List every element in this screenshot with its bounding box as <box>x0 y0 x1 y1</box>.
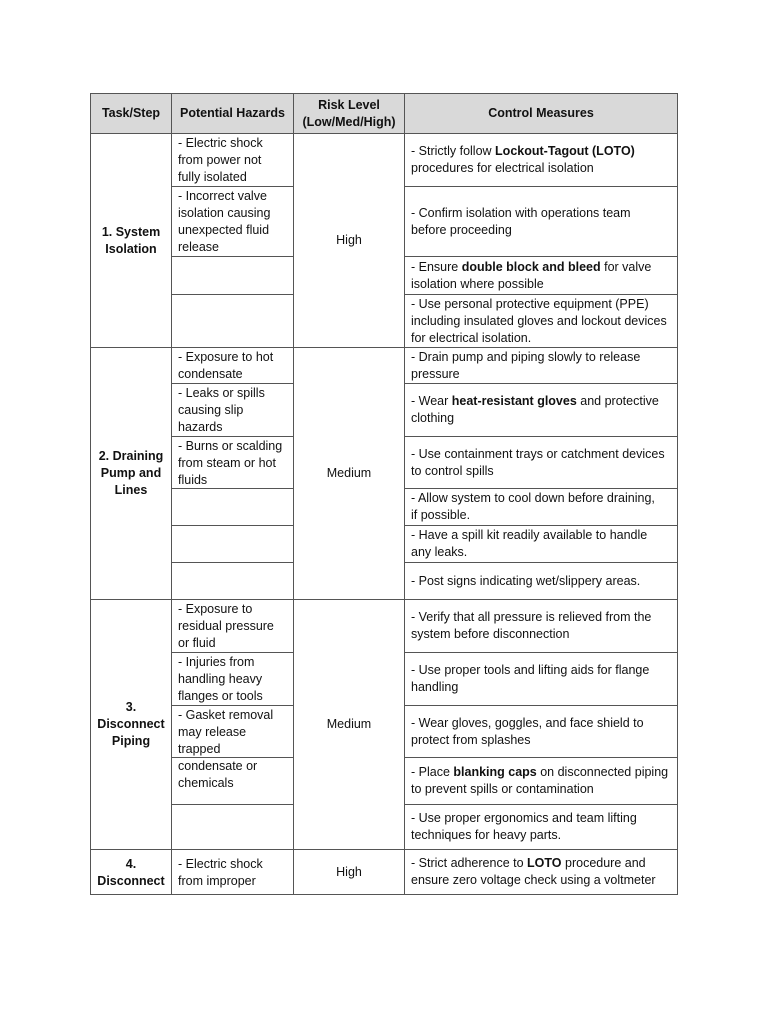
control-measure-cell: - Ensure double block and bleed for valve isolation where possible <box>405 257 678 295</box>
header-task: Task/Step <box>90 93 172 134</box>
control-measure-cell: - Wear gloves, goggles, and face shield to protect from splashes <box>405 706 678 758</box>
task-cell: 2. Draining Pump and Lines <box>90 348 172 600</box>
risk-level-cell: High <box>294 134 405 348</box>
hazard-cell-empty <box>172 563 294 600</box>
control-measure-cell: - Drain pump and piping slowly to release pressure <box>405 348 678 384</box>
header-potential-hazards: Potential Hazards <box>172 93 294 134</box>
hazard-cell-empty <box>172 758 294 805</box>
task-cell: 3. Disconnect Piping <box>90 600 172 850</box>
hazard-cell: - Electric shock from power not fully isolated <box>172 134 294 187</box>
risk-level-cell: Medium <box>294 348 405 600</box>
hazard-cell: - Incorrect valve isolation causing unexpected fluid release <box>172 187 294 257</box>
hazard-cell: - Gasket removal may release trapped condensate or chemicals <box>172 706 294 758</box>
control-measure-cell: - Confirm isolation with operations team before proceeding <box>405 187 678 257</box>
hazard-cell-empty <box>172 526 294 563</box>
hazard-cell: - Burns or scalding from steam or hot fluids <box>172 437 294 489</box>
hazard-cell-empty <box>172 295 294 348</box>
task-cell: 1. System Isolation <box>90 134 172 348</box>
control-measure-cell: - Post signs indicating wet/slippery areas. <box>405 563 678 600</box>
risk-level-cell: High <box>294 850 405 895</box>
control-measure-cell: - Use containment trays or catchment devices to control spills <box>405 437 678 489</box>
control-measure-cell: - Strictly follow Lockout-Tagout (LOTO) procedures for electrical isolation <box>405 134 678 187</box>
risk-level-cell: Medium <box>294 600 405 850</box>
control-measure-cell: - Use personal protective equipment (PPE) including insulated gloves and lockout devices for electrical isolation. <box>405 295 678 348</box>
hazard-cell: - Exposure to hot condensate <box>172 348 294 384</box>
control-measure-cell: - Place blanking caps on disconnected piping to prevent spills or contamination <box>405 758 678 805</box>
hazard-cell: - Leaks or spills causing slip hazards <box>172 384 294 437</box>
hazard-cell: - Electric shock from improper <box>172 850 294 895</box>
task-cell: 4. Disconnect <box>90 850 172 895</box>
hazard-cell: - Exposure to residual pressure or fluid <box>172 600 294 653</box>
hazard-control-table <box>90 93 678 929</box>
hazard-cell-empty <box>172 489 294 526</box>
control-measure-cell: - Strict adherence to LOTO procedure and ensure zero voltage check using a voltmeter <box>405 850 678 895</box>
control-measure-cell: - Use proper tools and lifting aids for flange handling <box>405 653 678 706</box>
control-measure-cell: - Have a spill kit readily available to handle any leaks. <box>405 526 678 563</box>
header-risk-level: Risk Level (Low/Med/High) <box>294 93 405 134</box>
hazard-cell-empty <box>172 257 294 295</box>
hazard-cell-empty <box>172 805 294 850</box>
header-control-measures: Control Measures <box>405 93 678 134</box>
hazard-cell: - Injuries from handling heavy flanges or tools <box>172 653 294 706</box>
control-measure-cell: - Wear heat-resistant gloves and protective clothing <box>405 384 678 437</box>
control-measure-cell: - Verify that all pressure is relieved from the system before disconnection <box>405 600 678 653</box>
control-measure-cell: - Use proper ergonomics and team lifting techniques for heavy parts. <box>405 805 678 850</box>
control-measure-cell: - Allow system to cool down before draining, if possible. <box>405 489 678 526</box>
